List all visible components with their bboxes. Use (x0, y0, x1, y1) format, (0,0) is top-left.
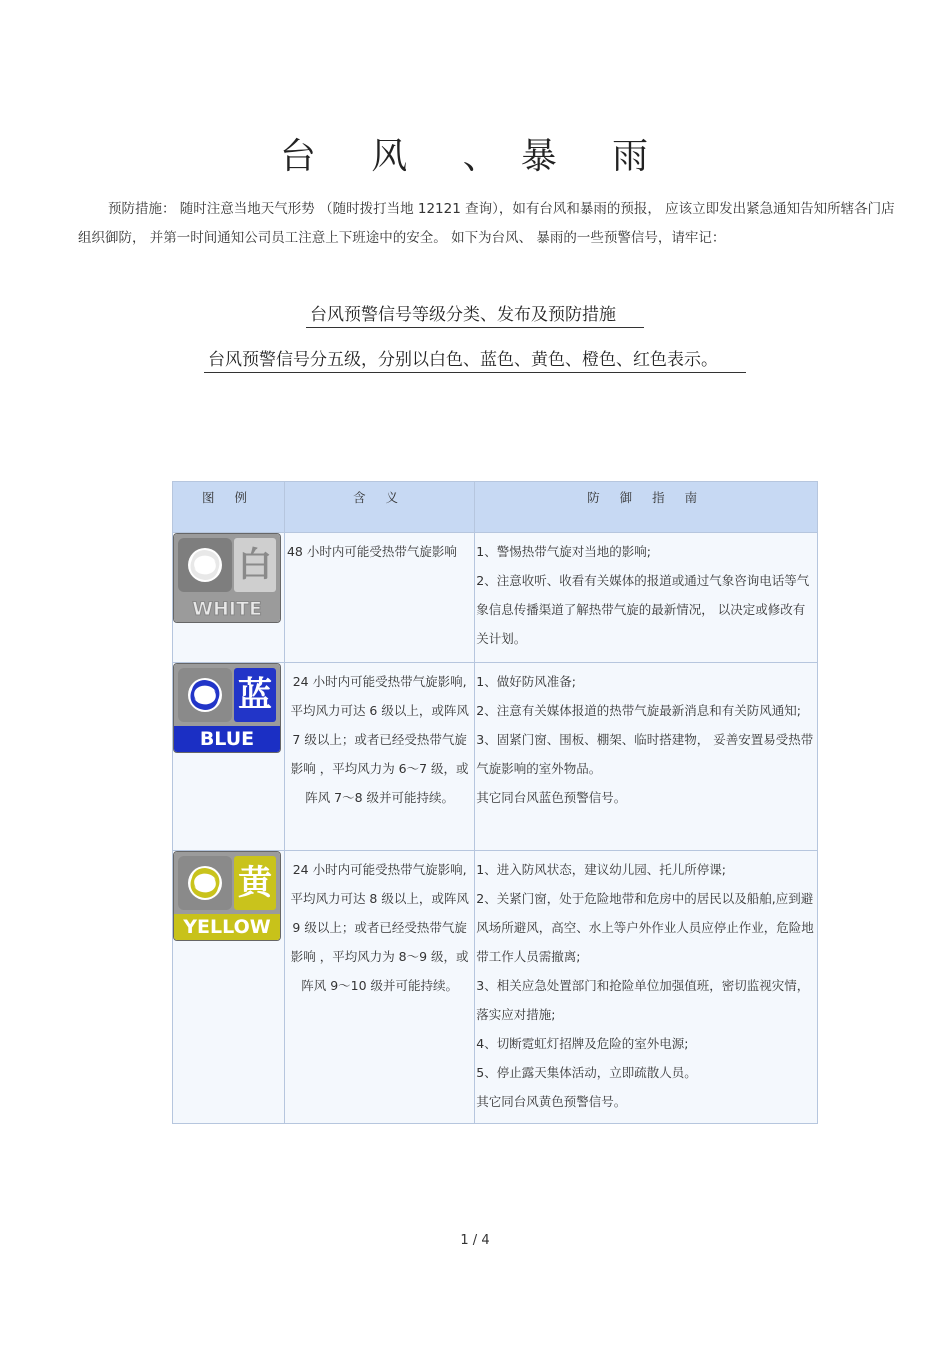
typhoon-signal-badge (173, 663, 281, 753)
guide-item: 1、做好防风准备; (476, 674, 576, 689)
typhoon-signal-table (172, 481, 818, 1124)
badge-character: 蓝 (234, 668, 276, 722)
page-number: 1 / 4 (460, 1233, 490, 1248)
typhoon-icon (178, 538, 232, 592)
badge-label: BLUE (174, 726, 280, 752)
table-row (173, 663, 818, 851)
table-row (173, 851, 818, 1124)
guide-cell (475, 851, 818, 1124)
badge-character: 白 (234, 538, 276, 592)
guide-item: 1、进入防风状态，建议幼儿园、托儿所停课; (476, 862, 726, 877)
guide-item: 5、停止露天集体活动，立即疏散人员。 (476, 1065, 697, 1080)
meaning-text: 48 小时内可能受热带气旋影响 (286, 544, 457, 559)
legend-cell (173, 851, 285, 1124)
subtitle-classification-text: 台风预警信号等级分类、发布及预防措施 (306, 305, 644, 328)
legend-cell (173, 663, 285, 851)
badge-label: WHITE (174, 596, 280, 622)
typhoon-signal-badge (173, 533, 281, 623)
typhoon-signal-badge (173, 851, 281, 941)
subtitle-classification (0, 300, 950, 325)
guide-item: 其它同台风黄色预警信号。 (476, 1094, 627, 1109)
meaning-text: 24 小时内可能受热带气旋影响,平均风力可达 6 级以上，或阵风 7 级以上；或者已经受热带气旋影响 ，平均风力为 6～7 级，或阵风 7～8 级并可能持续。 (290, 674, 469, 805)
meaning-cell (284, 533, 474, 663)
guide-item: 3、固紧门窗、围板、棚架、临时搭建物， 妥善安置易受热带气旋影响的室外物品。 (476, 732, 814, 776)
guide-cell (475, 663, 818, 851)
guide-item: 3、相关应急处置部门和抢险单位加强值班，密切监视灾情，落实应对措施; (476, 978, 810, 1022)
guide-item: 2、关紧门窗，处于危险地带和危房中的居民以及船舶,应到避风场所避风，高空、水上等户外作业人员应停止作业，危险地带工作人员需撤离; (476, 891, 814, 964)
guide-item: 2、注意收听、收看有关媒体的报道或通过气象咨询电话等气象信息传播渠道了解热带气旋的最新情况， 以决定或修改有关计划。 (476, 573, 810, 646)
header-meaning: 含 义 (284, 482, 474, 533)
header-guide: 防 御 指 南 (475, 482, 818, 533)
table-row (173, 533, 818, 663)
intro-paragraph: 预防措施： 随时注意当地天气形势 （随时拨打当地 12121 查询），如有台风和暴雨的预报， 应该立即发出紧急通知告知所辖各门店组织御防， 并第一时间通知公司员工注意上下班途中的安全。 如下为台风、 暴雨的一些预警信号，请牢记： (78, 201, 895, 246)
table-header-row (173, 482, 818, 533)
badge-label: YELLOW (174, 914, 280, 940)
header-legend: 图 例 (173, 482, 285, 533)
guide-cell (475, 533, 818, 663)
guide-item: 其它同台风蓝色预警信号。 (476, 790, 627, 805)
page-title: 台 风 、暴 雨 (279, 136, 671, 177)
guide-item: 1、警惕热带气旋对当地的影响; (476, 544, 651, 559)
legend-cell (173, 533, 285, 663)
meaning-cell (284, 663, 474, 851)
badge-character: 黄 (234, 856, 276, 910)
meaning-text: 24 小时内可能受热带气旋影响,平均风力可达 8 级以上，或阵风 9 级以上；或者已经受热带气旋影响 ，平均风力为 8～9 级，或阵风 9～10 级并可能持续。 (290, 862, 469, 993)
typhoon-icon (178, 668, 232, 722)
subtitle-levels-text: 台风预警信号分五级，分别以白色、蓝色、黄色、橙色、红色表示。 (204, 350, 746, 373)
meaning-cell (284, 851, 474, 1124)
typhoon-icon (178, 856, 232, 910)
subtitle-levels (0, 345, 950, 370)
guide-item: 4、切断霓虹灯招牌及危险的室外电源; (476, 1036, 689, 1051)
guide-item: 2、注意有关媒体报道的热带气旋最新消息和有关防风通知; (476, 703, 801, 718)
